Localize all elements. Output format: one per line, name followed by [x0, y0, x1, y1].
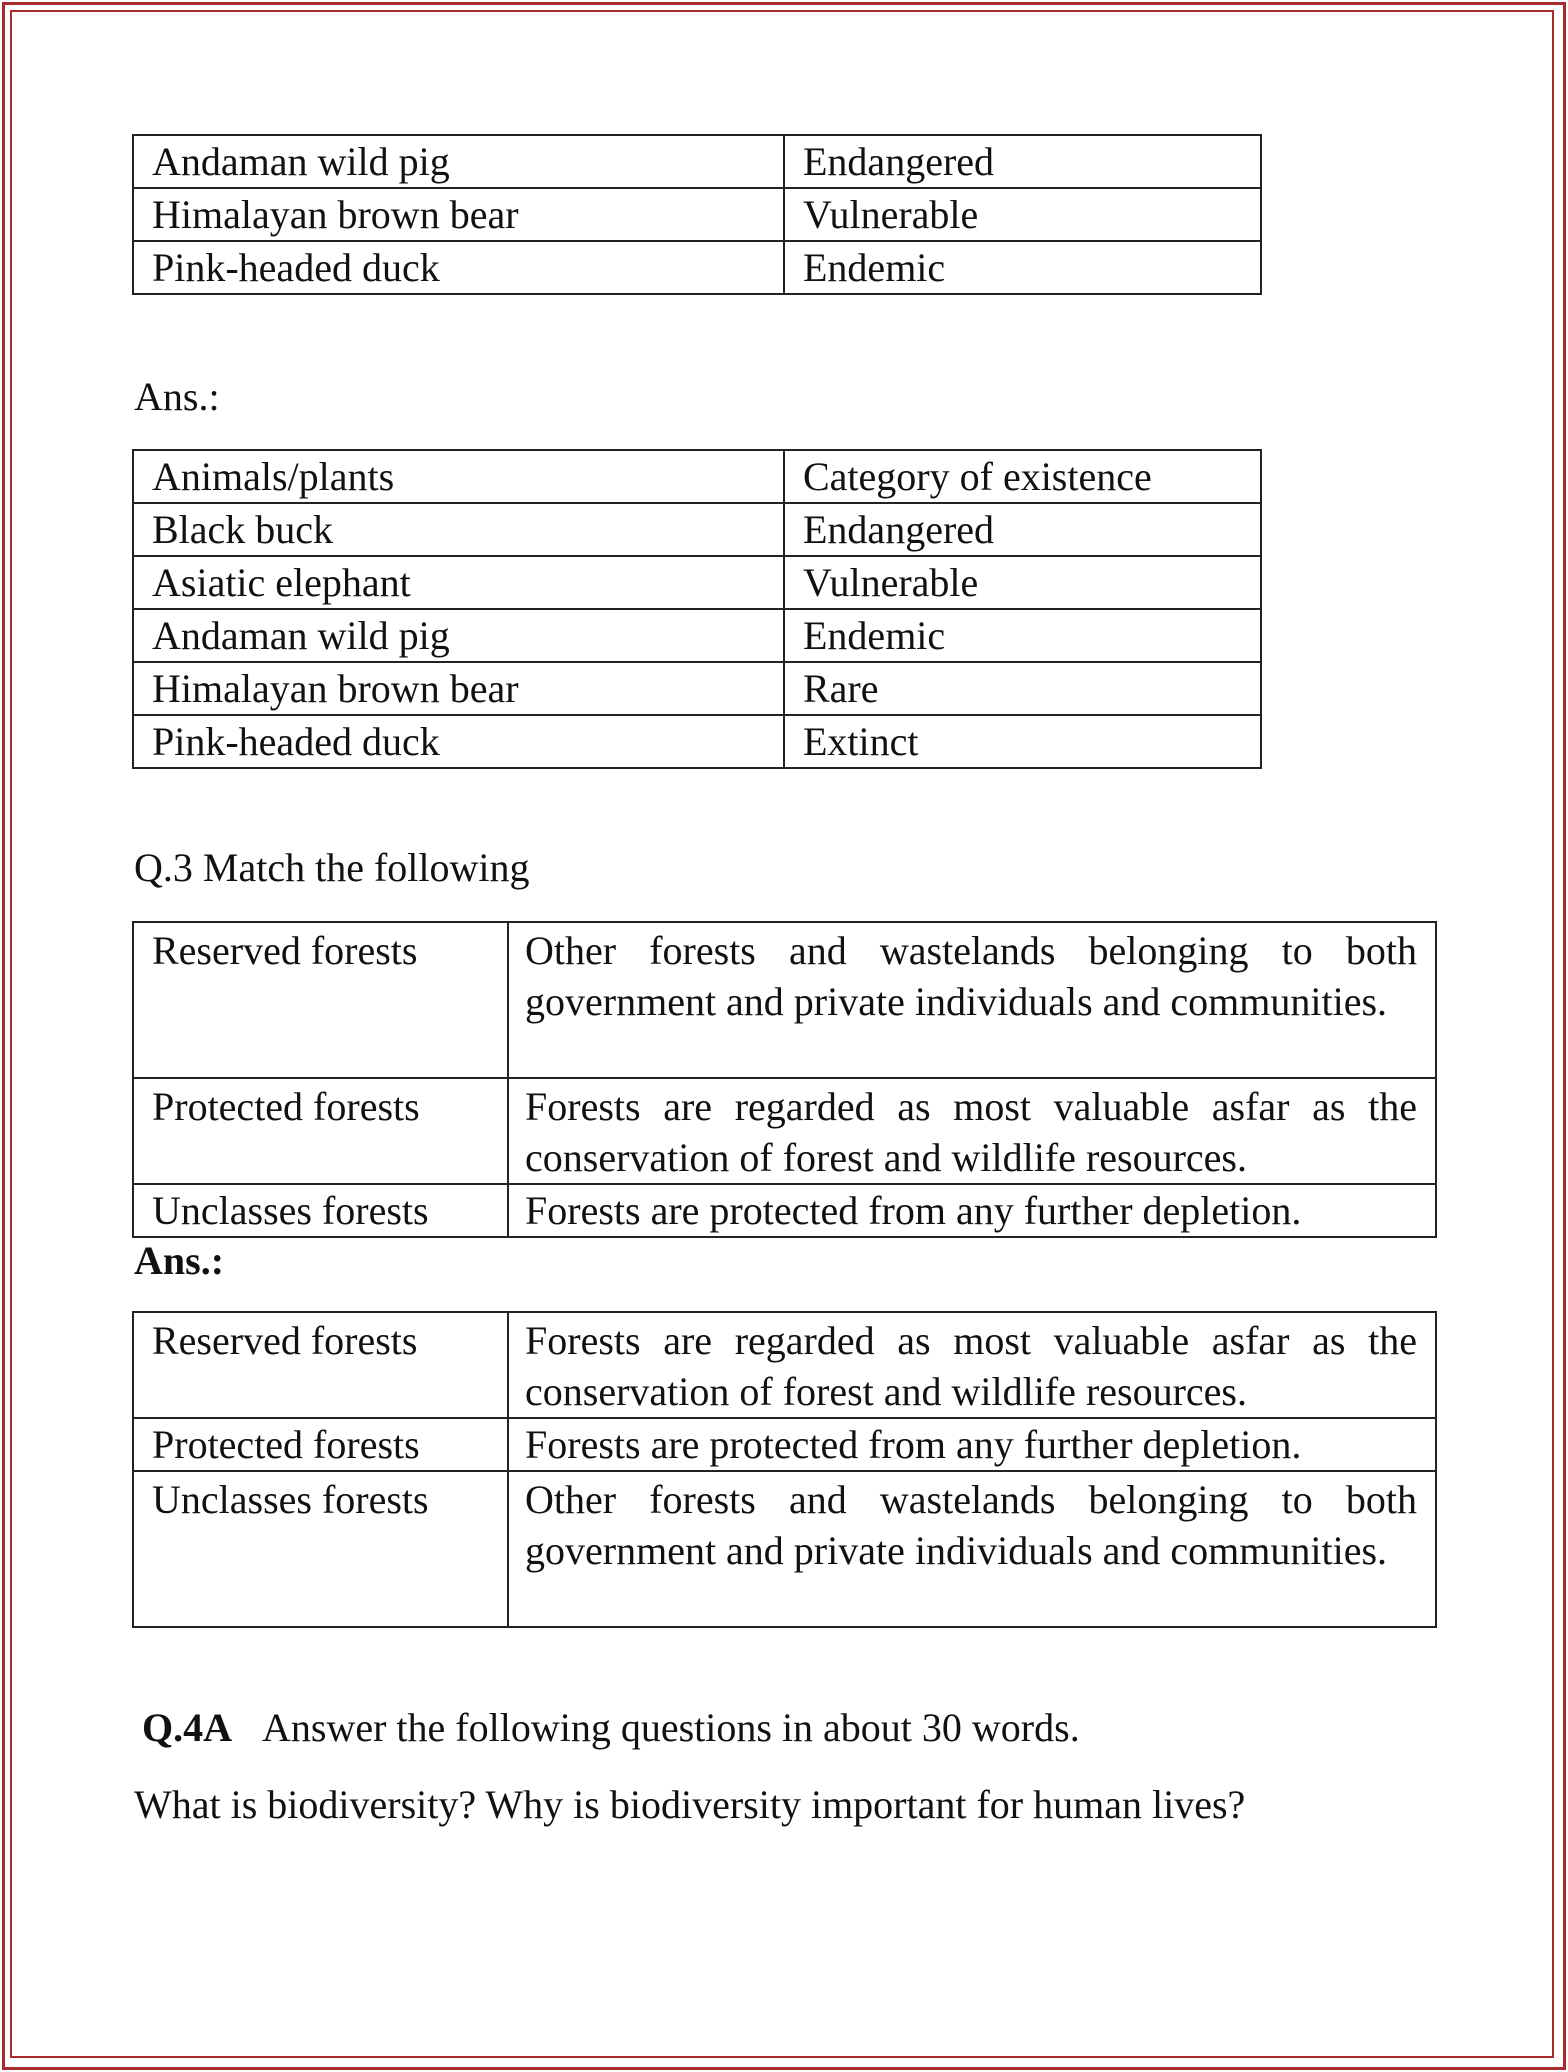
table-cell: Rare	[784, 662, 1261, 715]
table-row	[133, 556, 1261, 609]
table-cell: Forests are protected from any further depletion.	[508, 1184, 1436, 1237]
question-4a-line	[142, 1703, 1080, 1753]
table-header-cell: Animals/plants	[133, 450, 784, 503]
table-cell: Other forests and wastelands belonging to both government and private individuals and communities.	[508, 1471, 1436, 1627]
table-cell: Andaman wild pig	[133, 609, 784, 662]
table-cell: Endangered	[784, 135, 1261, 188]
table-row	[133, 922, 1436, 1078]
question-4a-text: What is biodiversity? Why is biodiversity important for human lives?	[134, 1782, 1246, 1827]
table-row	[133, 609, 1261, 662]
species-table-question	[132, 134, 1262, 295]
question-4a-label: Q.4A	[142, 1705, 232, 1750]
table-cell: Asiatic elephant	[133, 556, 784, 609]
table-row	[133, 662, 1261, 715]
table-row	[133, 1078, 1436, 1184]
question-3-title: Q.3 Match the following	[134, 845, 530, 890]
table-cell: Endangered	[784, 503, 1261, 556]
answer-label: Ans.:	[134, 1238, 225, 1283]
species-table-answer	[132, 449, 1262, 769]
table-row	[133, 241, 1261, 294]
table-cell: Forests are regarded as most valuable asfar as the conservation of forest and wildlife resources.	[508, 1078, 1436, 1184]
table-row	[133, 1184, 1436, 1237]
table-cell: Reserved forests	[133, 1312, 508, 1418]
table-cell: Vulnerable	[784, 556, 1261, 609]
table-row	[133, 135, 1261, 188]
table-cell: Pink-headed duck	[133, 715, 784, 768]
table-cell: Forests are protected from any further depletion.	[508, 1418, 1436, 1471]
table-cell: Andaman wild pig	[133, 135, 784, 188]
table-cell: Reserved forests	[133, 922, 508, 1078]
table-row	[133, 715, 1261, 768]
table-cell: Black buck	[133, 503, 784, 556]
table-cell: Forests are regarded as most valuable asfar as the conservation of forest and wildlife resources.	[508, 1312, 1436, 1418]
table-cell: Himalayan brown bear	[133, 188, 784, 241]
table-row	[133, 188, 1261, 241]
table-cell: Unclasses forests	[133, 1184, 508, 1237]
table-row	[133, 1312, 1436, 1418]
question-4a-instruction: Answer the following questions in about 30 words.	[262, 1705, 1080, 1750]
table-cell: Vulnerable	[784, 188, 1261, 241]
forest-match-table-question	[132, 921, 1437, 1238]
table-cell: Extinct	[784, 715, 1261, 768]
table-cell: Himalayan brown bear	[133, 662, 784, 715]
table-cell: Unclasses forests	[133, 1471, 508, 1627]
table-cell: Endemic	[784, 609, 1261, 662]
table-header-cell: Category of existence	[784, 450, 1261, 503]
table-row	[133, 1471, 1436, 1627]
table-cell: Protected forests	[133, 1418, 508, 1471]
table-cell: Pink-headed duck	[133, 241, 784, 294]
table-header-row	[133, 450, 1261, 503]
forest-match-table-answer	[132, 1311, 1437, 1628]
table-row	[133, 503, 1261, 556]
table-cell: Other forests and wastelands belonging to both government and private individuals and communities.	[508, 922, 1436, 1078]
table-cell: Endemic	[784, 241, 1261, 294]
table-row	[133, 1418, 1436, 1471]
answer-label: Ans.:	[134, 374, 220, 419]
table-cell: Protected forests	[133, 1078, 508, 1184]
